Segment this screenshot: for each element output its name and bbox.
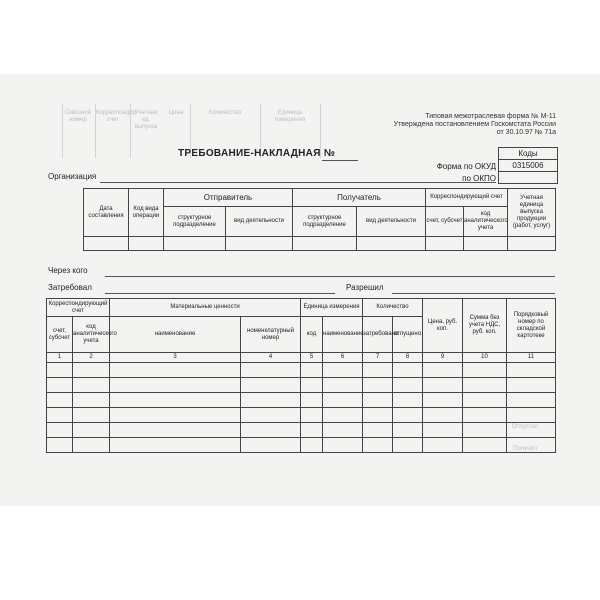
table-cell[interactable] — [47, 363, 73, 378]
allowed-line[interactable] — [392, 293, 555, 294]
col-sum: Сумма без учета НДС, руб. коп. — [463, 299, 507, 353]
table-cell[interactable] — [301, 438, 323, 453]
requested-line[interactable] — [105, 293, 335, 294]
table-cell[interactable] — [507, 423, 556, 438]
codes-header: Коды — [499, 148, 558, 160]
ghost-text: Количество — [208, 110, 242, 116]
top-cell[interactable] — [84, 237, 129, 251]
col-account-sub: счет, субсчет — [47, 317, 73, 353]
col-number: 7 — [363, 353, 393, 363]
top-cell[interactable] — [129, 237, 164, 251]
table-cell[interactable] — [301, 378, 323, 393]
table-cell[interactable] — [463, 393, 507, 408]
table-cell[interactable] — [463, 423, 507, 438]
table-cell[interactable] — [507, 393, 556, 408]
table-cell[interactable] — [423, 408, 463, 423]
col-receiver-activity: вид деятельности — [357, 207, 426, 237]
col-account-sub: счет, субсчет — [426, 207, 464, 237]
table-cell[interactable] — [110, 423, 241, 438]
table-cell[interactable] — [463, 438, 507, 453]
title-number-line — [322, 160, 358, 161]
col-serial: Порядковый номер по складской картотеке — [507, 299, 556, 353]
table-cell[interactable] — [423, 393, 463, 408]
top-cell[interactable] — [426, 237, 464, 251]
col-sender-activity: вид деятельности — [226, 207, 293, 237]
ghost-text: Получил — [513, 446, 537, 452]
table-cell[interactable] — [323, 408, 363, 423]
table-cell[interactable] — [393, 423, 423, 438]
via-label: Через кого — [48, 266, 88, 275]
col-date: Дата составления — [84, 189, 129, 237]
top-cell[interactable] — [293, 237, 357, 251]
table-cell[interactable] — [463, 363, 507, 378]
table-row — [47, 408, 556, 423]
table-cell[interactable] — [301, 408, 323, 423]
col-number: 4 — [241, 353, 301, 363]
okud-label: Форма по ОКУД — [436, 162, 496, 171]
table-row — [47, 393, 556, 408]
main-table — [46, 298, 556, 453]
table-cell[interactable] — [47, 378, 73, 393]
table-row — [47, 378, 556, 393]
table-cell[interactable] — [507, 438, 556, 453]
table-cell[interactable] — [393, 393, 423, 408]
table-cell[interactable] — [423, 363, 463, 378]
col-number: 1 — [47, 353, 73, 363]
col-number-row — [47, 353, 556, 363]
col-op-code: Код вида операции — [129, 189, 164, 237]
table-cell[interactable] — [47, 423, 73, 438]
table-cell[interactable] — [241, 438, 301, 453]
top-cell[interactable] — [164, 237, 226, 251]
col-materials: Материальные ценности — [110, 299, 301, 317]
col-receiver: Получатель — [293, 189, 426, 207]
table-cell[interactable] — [323, 378, 363, 393]
col-analytic-code: код аналитического учета — [464, 207, 508, 237]
table-cell[interactable] — [73, 393, 110, 408]
table-cell[interactable] — [507, 408, 556, 423]
table-cell[interactable] — [47, 438, 73, 453]
main-table-body — [47, 363, 556, 453]
table-cell[interactable] — [363, 363, 393, 378]
table-cell[interactable] — [323, 393, 363, 408]
col-quantity: Количество — [363, 299, 423, 317]
top-cell[interactable] — [357, 237, 426, 251]
ghost-text: Учетная ед. выпуска — [134, 110, 158, 130]
table-cell[interactable] — [507, 378, 556, 393]
table-cell[interactable] — [393, 408, 423, 423]
table-cell[interactable] — [393, 378, 423, 393]
table-cell[interactable] — [363, 378, 393, 393]
table-cell[interactable] — [463, 378, 507, 393]
table-cell[interactable] — [47, 393, 73, 408]
table-cell[interactable] — [423, 423, 463, 438]
page-title: ТРЕБОВАНИЕ-НАКЛАДНАЯ № — [178, 148, 336, 159]
top-cell[interactable] — [226, 237, 293, 251]
table-row — [47, 438, 556, 453]
table-cell[interactable] — [241, 408, 301, 423]
col-sender: Отправитель — [164, 189, 293, 207]
col-name: наименование — [110, 317, 241, 353]
organization-label: Организация — [48, 172, 97, 181]
table-cell[interactable] — [301, 423, 323, 438]
form-header-line3: от 30.10.97 № 71а — [496, 129, 556, 136]
col-number: 10 — [463, 353, 507, 363]
table-cell[interactable] — [301, 393, 323, 408]
codes-table — [498, 147, 558, 184]
col-number: 11 — [507, 353, 556, 363]
table-cell[interactable] — [73, 423, 110, 438]
table-cell[interactable] — [110, 408, 241, 423]
organization-line[interactable] — [100, 182, 496, 183]
top-cell[interactable] — [464, 237, 508, 251]
col-number: 8 — [393, 353, 423, 363]
table-cell[interactable] — [301, 363, 323, 378]
table-cell[interactable] — [363, 393, 393, 408]
col-released: отпущено — [393, 317, 423, 353]
ghost-text: Единица измерения — [274, 110, 306, 123]
table-cell[interactable] — [363, 408, 393, 423]
col-analytic-code: код аналитического учета — [73, 317, 110, 353]
form-header-line1: Типовая межотраслевая форма № М-11 — [425, 113, 556, 120]
table-cell[interactable] — [110, 363, 241, 378]
table-cell[interactable] — [463, 408, 507, 423]
top-table — [83, 188, 556, 251]
table-cell[interactable] — [323, 438, 363, 453]
table-cell[interactable] — [73, 363, 110, 378]
table-cell[interactable] — [73, 408, 110, 423]
col-corr-account: Корреспондирующий счет — [47, 299, 110, 317]
table-cell[interactable] — [363, 423, 393, 438]
top-cell[interactable] — [508, 237, 556, 251]
col-number: 6 — [323, 353, 363, 363]
table-cell[interactable] — [393, 363, 423, 378]
table-cell[interactable] — [241, 378, 301, 393]
ghost-text: Отпустил — [511, 424, 539, 430]
table-cell[interactable] — [241, 363, 301, 378]
table-cell[interactable] — [110, 378, 241, 393]
col-unit-name: наименование — [323, 317, 363, 353]
table-cell[interactable] — [73, 438, 110, 453]
table-cell[interactable] — [363, 438, 393, 453]
table-cell[interactable] — [241, 393, 301, 408]
ghost-text: Сквозной номер — [64, 110, 92, 123]
col-item-number: номенклатурный номер — [241, 317, 301, 353]
table-cell[interactable] — [241, 423, 301, 438]
allowed-label: Разрешил — [346, 283, 384, 292]
okpo-value[interactable] — [499, 172, 558, 184]
col-corr-account: Корреспондирующий счет — [426, 189, 508, 207]
col-number: 5 — [301, 353, 323, 363]
col-unit: Учетная единица выпуска продукции (работ, услуг) — [508, 189, 556, 237]
table-cell[interactable] — [110, 393, 241, 408]
col-number: 9 — [423, 353, 463, 363]
table-row — [47, 423, 556, 438]
col-price: Цена, руб. коп. — [423, 299, 463, 353]
via-line[interactable] — [105, 276, 555, 277]
table-cell[interactable] — [393, 438, 423, 453]
col-sender-struct: структурное подразделение — [164, 207, 226, 237]
table-cell[interactable] — [323, 363, 363, 378]
table-cell[interactable] — [110, 438, 241, 453]
ghost-text: Цена — [168, 110, 184, 116]
table-cell[interactable] — [73, 378, 110, 393]
col-number: 3 — [110, 353, 241, 363]
col-unit: Единица измерения — [301, 299, 363, 317]
table-cell[interactable] — [507, 363, 556, 378]
col-number: 2 — [73, 353, 110, 363]
table-cell[interactable] — [47, 408, 73, 423]
col-code: код — [301, 317, 323, 353]
table-cell[interactable] — [423, 378, 463, 393]
table-row — [47, 363, 556, 378]
table-cell[interactable] — [423, 438, 463, 453]
col-receiver-struct: структурное подразделение — [293, 207, 357, 237]
requested-label: Затребовал — [48, 283, 92, 292]
ghost-text: Корреспондир. счет — [96, 110, 138, 123]
col-requested: затребовано — [363, 317, 393, 353]
form-header — [360, 113, 556, 137]
okpo-label: по ОКПО — [462, 174, 496, 183]
form-header-line2: Утверждена постановлением Госкомстата России — [393, 121, 556, 128]
table-cell[interactable] — [323, 423, 363, 438]
okud-value: 0315006 — [499, 160, 558, 172]
